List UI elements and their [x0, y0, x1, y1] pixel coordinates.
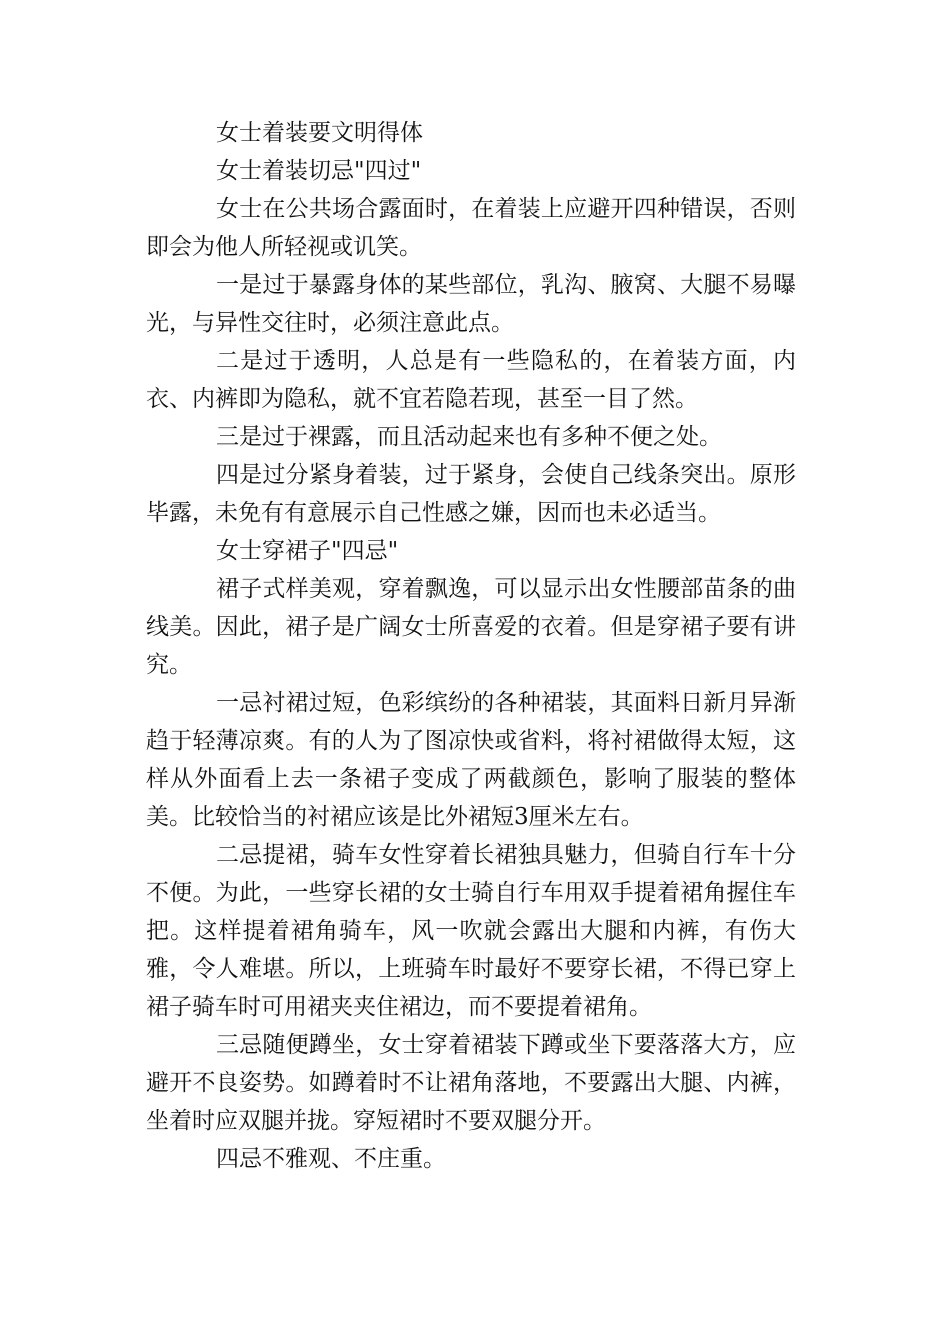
paragraph: 女士在公共场合露面时，在着装上应避开四种错误，否则即会为他人所轻视或讥笑。 [146, 196, 796, 260]
paragraph: 四忌不雅观、不庄重。 [216, 1146, 446, 1172]
paragraph: 二是过于透明，人总是有一些隐私的，在着装方面，内衣、内裤即为隐私，就不宜若隐若现，甚至一目了然。 [146, 348, 796, 412]
paragraph: 一忌衬裙过短，色彩缤纷的各种裙装，其面料日新月异渐趋于轻薄凉爽。有的人为了图凉快或省料，将衬裙做得太短，这样从外面看上去一条裙子变成了两截颜色，影响了服装的整体美。比较恰当的衬裙应该是比外裙短3厘米左右。 [146, 690, 796, 830]
section-heading-four-excesses: 女士着装切忌"四过" [216, 158, 422, 184]
document-title: 女士着装要文明得体 [216, 120, 423, 146]
paragraph: 三是过于裸露，而且活动起来也有多种不便之处。 [216, 424, 722, 450]
section-heading-four-taboos: 女士穿裙子"四忌" [216, 538, 399, 564]
paragraph: 一是过于暴露身体的某些部位，乳沟、腋窝、大腿不易曝光，与异性交往时，必须注意此点。 [146, 272, 796, 336]
paragraph: 裙子式样美观，穿着飘逸，可以显示出女性腰部苗条的曲线美。因此，裙子是广阔女士所喜爱的衣着。但是穿裙子要有讲究。 [146, 576, 796, 678]
paragraph: 三忌随便蹲坐，女士穿着裙装下蹲或坐下要落落大方，应避开不良姿势。如蹲着时不让裙角落地，不要露出大腿、内裤，坐着时应双腿并拢。穿短裙时不要双腿分开。 [146, 1032, 796, 1134]
paragraph: 四是过分紧身着装，过于紧身，会使自己线条突出。原形毕露，未免有有意展示自己性感之嫌，因而也未必适当。 [146, 462, 796, 526]
paragraph: 二忌提裙，骑车女性穿着长裙独具魅力，但骑自行车十分不便。为此，一些穿长裙的女士骑自行车用双手提着裙角握住车把。这样提着裙角骑车，风一吹就会露出大腿和内裤，有伤大雅，令人难堪。所以，上班骑车时最好不要穿长裙，不得已穿上裙子骑车时可用裙夹夹住裙边，而不要提着裙角。 [146, 842, 796, 1020]
document-body [146, 114, 796, 1178]
